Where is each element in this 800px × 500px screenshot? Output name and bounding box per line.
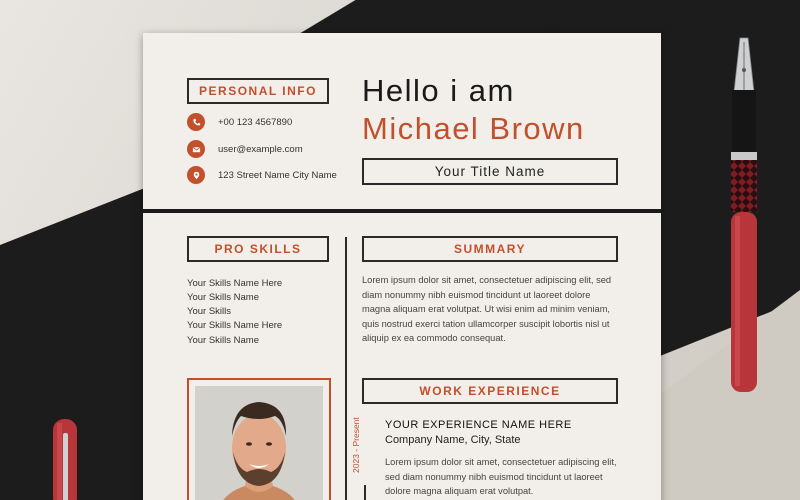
profile-photo: [195, 386, 323, 500]
skill-item: Your Skills Name: [187, 335, 259, 346]
address-text: 123 Street Name City Name: [218, 169, 337, 181]
person-name: Michael Brown: [362, 111, 585, 146]
column-divider: [345, 237, 347, 500]
skill-item: Your Skills: [187, 306, 232, 317]
resume-page: [143, 33, 661, 500]
work-experience-heading: WORK EXPERIENCE: [362, 378, 618, 404]
skill-item: Your Skills Name Here: [187, 278, 283, 289]
pro-skills-heading: PRO SKILLS: [187, 236, 329, 262]
contact-email: [187, 140, 303, 158]
experience-date: 2023 - Present: [351, 417, 361, 473]
skill-item: Your Skills Name Here: [187, 320, 283, 331]
summary-text: Lorem ipsum dolor sit amet, consectetuer adipiscing elit, sed diam nonummy nibh euismod tincidunt ut laoreet dolore magna aliquam erat volutpat. Ut wisi enim ad minim veniam, quis nostrud exerci tation ullamcorper suscipit lobortis nisl ut aliquip ex ea commodo consequat.: [362, 275, 612, 344]
pen-cap: [48, 415, 82, 500]
phone-text: +00 123 4567890: [218, 116, 293, 128]
email-text: user@example.com: [218, 143, 303, 155]
email-icon: [187, 140, 205, 158]
profile-photo-frame: [187, 378, 331, 500]
contact-phone: [187, 113, 292, 131]
timeline-line: [364, 485, 366, 500]
fountain-pen: [710, 30, 780, 410]
phone-icon: [187, 113, 205, 131]
personal-info-heading: PERSONAL INFO: [187, 78, 329, 104]
job-title: Your Title Name: [362, 158, 618, 185]
contact-address: [187, 166, 337, 184]
experience-text: Lorem ipsum dolor sit amet, consectetuer adipiscing elit, sed diam nonummy nibh euismod tincidunt ut laoreet dolore magna aliquam erat volutpat.: [385, 457, 617, 497]
header-divider: [143, 209, 661, 213]
experience-company: Company Name, City, State: [385, 434, 521, 446]
greeting-text: Hello i am: [362, 73, 515, 108]
skill-item: Your Skills Name: [187, 292, 259, 303]
location-pin-icon: [187, 166, 205, 184]
summary-heading: SUMMARY: [362, 236, 618, 262]
experience-role: YOUR EXPERIENCE NAME HERE: [385, 419, 572, 431]
